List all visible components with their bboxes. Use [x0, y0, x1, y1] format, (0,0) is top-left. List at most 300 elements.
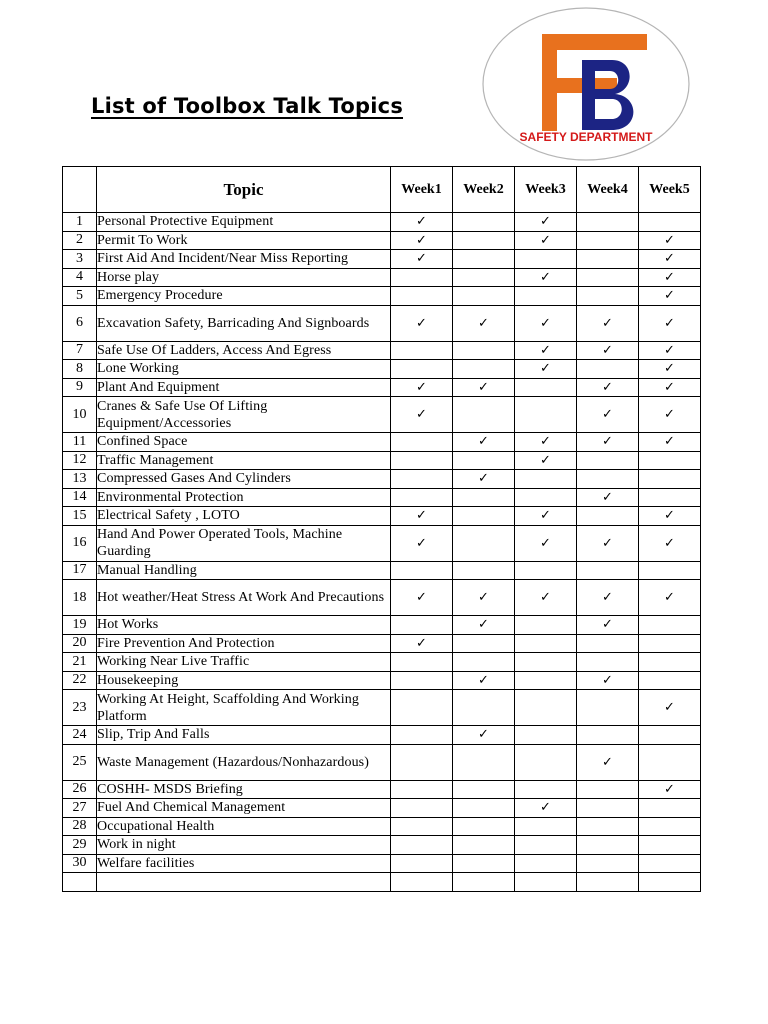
week2-cell	[453, 817, 515, 836]
week3-cell	[515, 488, 577, 507]
table-row	[63, 799, 701, 818]
checkmark-icon: ✓	[602, 672, 613, 688]
checkmark-icon: ✓	[478, 617, 489, 633]
checkmark-icon: ✓	[478, 672, 489, 688]
week4-cell	[577, 836, 639, 855]
week4-cell	[577, 817, 639, 836]
week3-cell	[515, 507, 577, 526]
week4-cell	[577, 580, 639, 616]
checkmark-icon: ✓	[478, 434, 489, 450]
week3-cell	[515, 580, 577, 616]
week2-cell	[453, 488, 515, 507]
checkmark-icon: ✓	[602, 617, 613, 633]
week5-cell	[639, 360, 701, 379]
checkmark-icon: ✓	[540, 361, 551, 377]
week4-cell	[577, 744, 639, 780]
topic-cell: Fire Prevention And Protection	[97, 634, 391, 653]
topic-cell: Permit To Work	[97, 231, 391, 250]
week5-cell	[639, 397, 701, 433]
row-number: 2	[63, 231, 97, 250]
week3-cell	[515, 213, 577, 232]
header-topic: Topic	[97, 167, 391, 213]
topic-cell: Fuel And Chemical Management	[97, 799, 391, 818]
week1-cell	[391, 305, 453, 341]
week1-cell	[391, 397, 453, 433]
week5-cell	[639, 873, 701, 892]
row-number: 7	[63, 341, 97, 360]
table-row	[63, 616, 701, 635]
week1-cell	[391, 671, 453, 690]
topic-cell: Lone Working	[97, 360, 391, 379]
checkmark-icon: ✓	[416, 508, 427, 524]
week4-cell	[577, 250, 639, 269]
checkmark-icon: ✓	[540, 269, 551, 285]
week4-cell	[577, 451, 639, 470]
row-number: 25	[63, 744, 97, 780]
checkmark-icon: ✓	[540, 590, 551, 605]
week2-cell	[453, 671, 515, 690]
table-row	[63, 213, 701, 232]
week4-cell	[577, 268, 639, 287]
week4-cell	[577, 360, 639, 379]
table-row	[63, 817, 701, 836]
week1-cell	[391, 690, 453, 726]
table-body	[63, 213, 701, 892]
week1-cell	[391, 213, 453, 232]
checkmark-icon: ✓	[478, 471, 489, 487]
week4-cell	[577, 378, 639, 397]
week5-cell	[639, 726, 701, 745]
week2-cell	[453, 525, 515, 561]
week5-cell	[639, 268, 701, 287]
row-number: 19	[63, 616, 97, 635]
week2-cell	[453, 634, 515, 653]
checkmark-icon: ✓	[664, 232, 675, 248]
week4-cell	[577, 525, 639, 561]
week3-cell	[515, 305, 577, 341]
week3-cell	[515, 873, 577, 892]
week5-cell	[639, 451, 701, 470]
row-number: 12	[63, 451, 97, 470]
toolbox-topics-table	[62, 166, 701, 892]
checkmark-icon: ✓	[478, 727, 489, 743]
row-number: 23	[63, 690, 97, 726]
week5-cell	[639, 378, 701, 397]
row-number: 4	[63, 268, 97, 287]
week5-cell	[639, 433, 701, 452]
logo-subtitle: SAFETY DEPARTMENT	[519, 130, 653, 144]
topic-cell: Environmental Protection	[97, 488, 391, 507]
checkmark-icon: ✓	[416, 232, 427, 248]
row-number: 24	[63, 726, 97, 745]
checkmark-icon: ✓	[602, 379, 613, 395]
week5-cell	[639, 780, 701, 799]
topic-cell: Electrical Safety , LOTO	[97, 507, 391, 526]
week4-cell	[577, 873, 639, 892]
week5-cell	[639, 836, 701, 855]
table-row	[63, 341, 701, 360]
checkmark-icon: ✓	[540, 214, 551, 230]
checkmark-icon: ✓	[664, 361, 675, 377]
topic-cell: First Aid And Incident/Near Miss Reporting	[97, 250, 391, 269]
week5-cell	[639, 287, 701, 306]
week2-cell	[453, 780, 515, 799]
week3-cell	[515, 470, 577, 489]
week3-cell	[515, 634, 577, 653]
table-header-row	[63, 167, 701, 213]
row-number: 8	[63, 360, 97, 379]
week4-cell	[577, 616, 639, 635]
row-number: 28	[63, 817, 97, 836]
week3-cell	[515, 854, 577, 873]
table-row	[63, 836, 701, 855]
week5-cell	[639, 799, 701, 818]
row-number: 21	[63, 653, 97, 672]
topic-cell	[97, 873, 391, 892]
week1-cell	[391, 250, 453, 269]
table-row	[63, 561, 701, 580]
week5-cell	[639, 744, 701, 780]
week2-cell	[453, 378, 515, 397]
row-number: 3	[63, 250, 97, 269]
topic-cell: Waste Management (Hazardous/Nonhazardous)	[97, 744, 391, 780]
checkmark-icon: ✓	[478, 315, 489, 331]
week3-cell	[515, 451, 577, 470]
week2-cell	[453, 799, 515, 818]
week5-cell	[639, 507, 701, 526]
checkmark-icon: ✓	[540, 535, 551, 551]
topic-cell: Working Near Live Traffic	[97, 653, 391, 672]
checkmark-icon: ✓	[664, 590, 675, 605]
header-week1: Week1	[391, 167, 453, 213]
checkmark-icon: ✓	[540, 800, 551, 816]
table-row	[63, 671, 701, 690]
week1-cell	[391, 378, 453, 397]
row-number	[63, 873, 97, 892]
table-row	[63, 744, 701, 780]
week1-cell	[391, 507, 453, 526]
table-row	[63, 690, 701, 726]
week1-cell	[391, 780, 453, 799]
checkmark-icon: ✓	[602, 407, 613, 422]
table-row	[63, 451, 701, 470]
checkmark-icon: ✓	[416, 635, 427, 651]
week4-cell	[577, 397, 639, 433]
row-number: 10	[63, 397, 97, 433]
checkmark-icon: ✓	[416, 214, 427, 230]
week2-cell	[453, 231, 515, 250]
week2-cell	[453, 360, 515, 379]
week1-cell	[391, 268, 453, 287]
week5-cell	[639, 561, 701, 580]
table-row	[63, 507, 701, 526]
week5-cell	[639, 305, 701, 341]
row-number: 27	[63, 799, 97, 818]
row-number: 17	[63, 561, 97, 580]
week1-cell	[391, 616, 453, 635]
header-week4: Week4	[577, 167, 639, 213]
week2-cell	[453, 341, 515, 360]
table-row	[63, 854, 701, 873]
week3-cell	[515, 836, 577, 855]
week2-cell	[453, 726, 515, 745]
week5-cell	[639, 817, 701, 836]
table-row	[63, 250, 701, 269]
checkmark-icon: ✓	[664, 342, 675, 358]
week1-cell	[391, 799, 453, 818]
checkmark-icon: ✓	[540, 342, 551, 358]
topic-cell: Housekeeping	[97, 671, 391, 690]
week3-cell	[515, 817, 577, 836]
table-row	[63, 726, 701, 745]
table-row	[63, 634, 701, 653]
row-number: 29	[63, 836, 97, 855]
week1-cell	[391, 854, 453, 873]
week1-cell	[391, 433, 453, 452]
table-row	[63, 287, 701, 306]
header-week2: Week2	[453, 167, 515, 213]
checkmark-icon: ✓	[602, 754, 613, 770]
week5-cell	[639, 854, 701, 873]
topic-cell: Traffic Management	[97, 451, 391, 470]
checkmark-icon: ✓	[664, 781, 675, 797]
checkmark-icon: ✓	[664, 700, 675, 715]
row-number: 6	[63, 305, 97, 341]
week4-cell	[577, 653, 639, 672]
week3-cell	[515, 433, 577, 452]
week5-cell	[639, 580, 701, 616]
checkmark-icon: ✓	[540, 508, 551, 524]
week2-cell	[453, 397, 515, 433]
checkmark-icon: ✓	[540, 315, 551, 331]
table-row	[63, 488, 701, 507]
checkmark-icon: ✓	[602, 489, 613, 505]
row-number: 15	[63, 507, 97, 526]
table-row	[63, 873, 701, 892]
topic-cell: Compressed Gases And Cylinders	[97, 470, 391, 489]
week1-cell	[391, 287, 453, 306]
week5-cell	[639, 488, 701, 507]
week3-cell	[515, 268, 577, 287]
week4-cell	[577, 690, 639, 726]
week1-cell	[391, 341, 453, 360]
topic-cell: Hand And Power Operated Tools, Machine Guarding	[97, 525, 391, 561]
checkmark-icon: ✓	[602, 315, 613, 331]
week5-cell	[639, 525, 701, 561]
table-row	[63, 378, 701, 397]
week4-cell	[577, 305, 639, 341]
week3-cell	[515, 341, 577, 360]
topic-cell: Occupational Health	[97, 817, 391, 836]
week2-cell	[453, 616, 515, 635]
week4-cell	[577, 854, 639, 873]
week1-cell	[391, 726, 453, 745]
week3-cell	[515, 780, 577, 799]
topic-cell: Welfare facilities	[97, 854, 391, 873]
week2-cell	[453, 580, 515, 616]
week4-cell	[577, 634, 639, 653]
table-row	[63, 525, 701, 561]
topic-cell: Excavation Safety, Barricading And Signboards	[97, 305, 391, 341]
row-number: 13	[63, 470, 97, 489]
week4-cell	[577, 470, 639, 489]
week3-cell	[515, 690, 577, 726]
week3-cell	[515, 653, 577, 672]
table-row	[63, 360, 701, 379]
week4-cell	[577, 213, 639, 232]
week2-cell	[453, 287, 515, 306]
week1-cell	[391, 817, 453, 836]
week2-cell	[453, 507, 515, 526]
week2-cell	[453, 213, 515, 232]
row-number: 22	[63, 671, 97, 690]
topic-cell: Hot weather/Heat Stress At Work And Precautions	[97, 580, 391, 616]
checkmark-icon: ✓	[478, 379, 489, 395]
row-number: 18	[63, 580, 97, 616]
week5-cell	[639, 634, 701, 653]
checkmark-icon: ✓	[664, 407, 675, 422]
week4-cell	[577, 780, 639, 799]
row-number: 30	[63, 854, 97, 873]
table-row	[63, 305, 701, 341]
checkmark-icon: ✓	[664, 535, 675, 551]
header-week3: Week3	[515, 167, 577, 213]
checkmark-icon: ✓	[664, 269, 675, 285]
safety-department-logo	[482, 6, 690, 162]
checkmark-icon: ✓	[478, 590, 489, 605]
checkmark-icon: ✓	[540, 232, 551, 248]
checkmark-icon: ✓	[416, 535, 427, 551]
week5-cell	[639, 213, 701, 232]
week1-cell	[391, 470, 453, 489]
checkmark-icon: ✓	[664, 508, 675, 524]
checkmark-icon: ✓	[664, 434, 675, 450]
week2-cell	[453, 451, 515, 470]
week2-cell	[453, 690, 515, 726]
week4-cell	[577, 231, 639, 250]
week2-cell	[453, 470, 515, 489]
week4-cell	[577, 287, 639, 306]
topic-cell: Horse play	[97, 268, 391, 287]
checkmark-icon: ✓	[540, 452, 551, 468]
table-row	[63, 470, 701, 489]
topic-cell: Personal Protective Equipment	[97, 213, 391, 232]
week3-cell	[515, 360, 577, 379]
week3-cell	[515, 744, 577, 780]
week4-cell	[577, 726, 639, 745]
topic-cell: Hot Works	[97, 616, 391, 635]
week2-cell	[453, 873, 515, 892]
topic-cell: Working At Height, Scaffolding And Working Platform	[97, 690, 391, 726]
week5-cell	[639, 653, 701, 672]
week3-cell	[515, 231, 577, 250]
week2-cell	[453, 433, 515, 452]
week5-cell	[639, 250, 701, 269]
row-number: 1	[63, 213, 97, 232]
week5-cell	[639, 690, 701, 726]
checkmark-icon: ✓	[664, 251, 675, 267]
checkmark-icon: ✓	[416, 590, 427, 605]
week2-cell	[453, 836, 515, 855]
topic-cell: COSHH- MSDS Briefing	[97, 780, 391, 799]
week1-cell	[391, 525, 453, 561]
week5-cell	[639, 616, 701, 635]
row-number: 16	[63, 525, 97, 561]
checkmark-icon: ✓	[416, 407, 427, 422]
checkmark-icon: ✓	[602, 590, 613, 605]
row-number: 26	[63, 780, 97, 799]
week2-cell	[453, 305, 515, 341]
topic-cell: Cranes & Safe Use Of Lifting Equipment/Accessories	[97, 397, 391, 433]
page-title: List of Toolbox Talk Topics	[91, 94, 404, 118]
week1-cell	[391, 653, 453, 672]
week1-cell	[391, 488, 453, 507]
week3-cell	[515, 616, 577, 635]
week3-cell	[515, 799, 577, 818]
checkmark-icon: ✓	[416, 379, 427, 395]
week1-cell	[391, 561, 453, 580]
week4-cell	[577, 341, 639, 360]
week3-cell	[515, 525, 577, 561]
row-number: 14	[63, 488, 97, 507]
row-number: 9	[63, 378, 97, 397]
week2-cell	[453, 561, 515, 580]
week2-cell	[453, 653, 515, 672]
week1-cell	[391, 580, 453, 616]
week1-cell	[391, 231, 453, 250]
week3-cell	[515, 561, 577, 580]
table-row	[63, 231, 701, 250]
topic-cell: Manual Handling	[97, 561, 391, 580]
row-number: 11	[63, 433, 97, 452]
table-row	[63, 268, 701, 287]
week4-cell	[577, 561, 639, 580]
table-row	[63, 397, 701, 433]
week5-cell	[639, 470, 701, 489]
header-week5: Week5	[639, 167, 701, 213]
topic-cell: Slip, Trip And Falls	[97, 726, 391, 745]
week1-cell	[391, 836, 453, 855]
week2-cell	[453, 268, 515, 287]
table-row	[63, 653, 701, 672]
week4-cell	[577, 799, 639, 818]
checkmark-icon: ✓	[664, 288, 675, 304]
week3-cell	[515, 671, 577, 690]
week1-cell	[391, 451, 453, 470]
week5-cell	[639, 231, 701, 250]
row-number: 5	[63, 287, 97, 306]
week3-cell	[515, 287, 577, 306]
week3-cell	[515, 250, 577, 269]
table-row	[63, 580, 701, 616]
checkmark-icon: ✓	[664, 315, 675, 331]
week4-cell	[577, 488, 639, 507]
checkmark-icon: ✓	[664, 379, 675, 395]
header-number	[63, 167, 97, 213]
week5-cell	[639, 671, 701, 690]
week1-cell	[391, 873, 453, 892]
topic-cell: Work in night	[97, 836, 391, 855]
week1-cell	[391, 744, 453, 780]
week5-cell	[639, 341, 701, 360]
week2-cell	[453, 744, 515, 780]
checkmark-icon: ✓	[602, 342, 613, 358]
topic-cell: Safe Use Of Ladders, Access And Egress	[97, 341, 391, 360]
checkmark-icon: ✓	[540, 434, 551, 450]
week3-cell	[515, 397, 577, 433]
week1-cell	[391, 360, 453, 379]
table-row	[63, 780, 701, 799]
